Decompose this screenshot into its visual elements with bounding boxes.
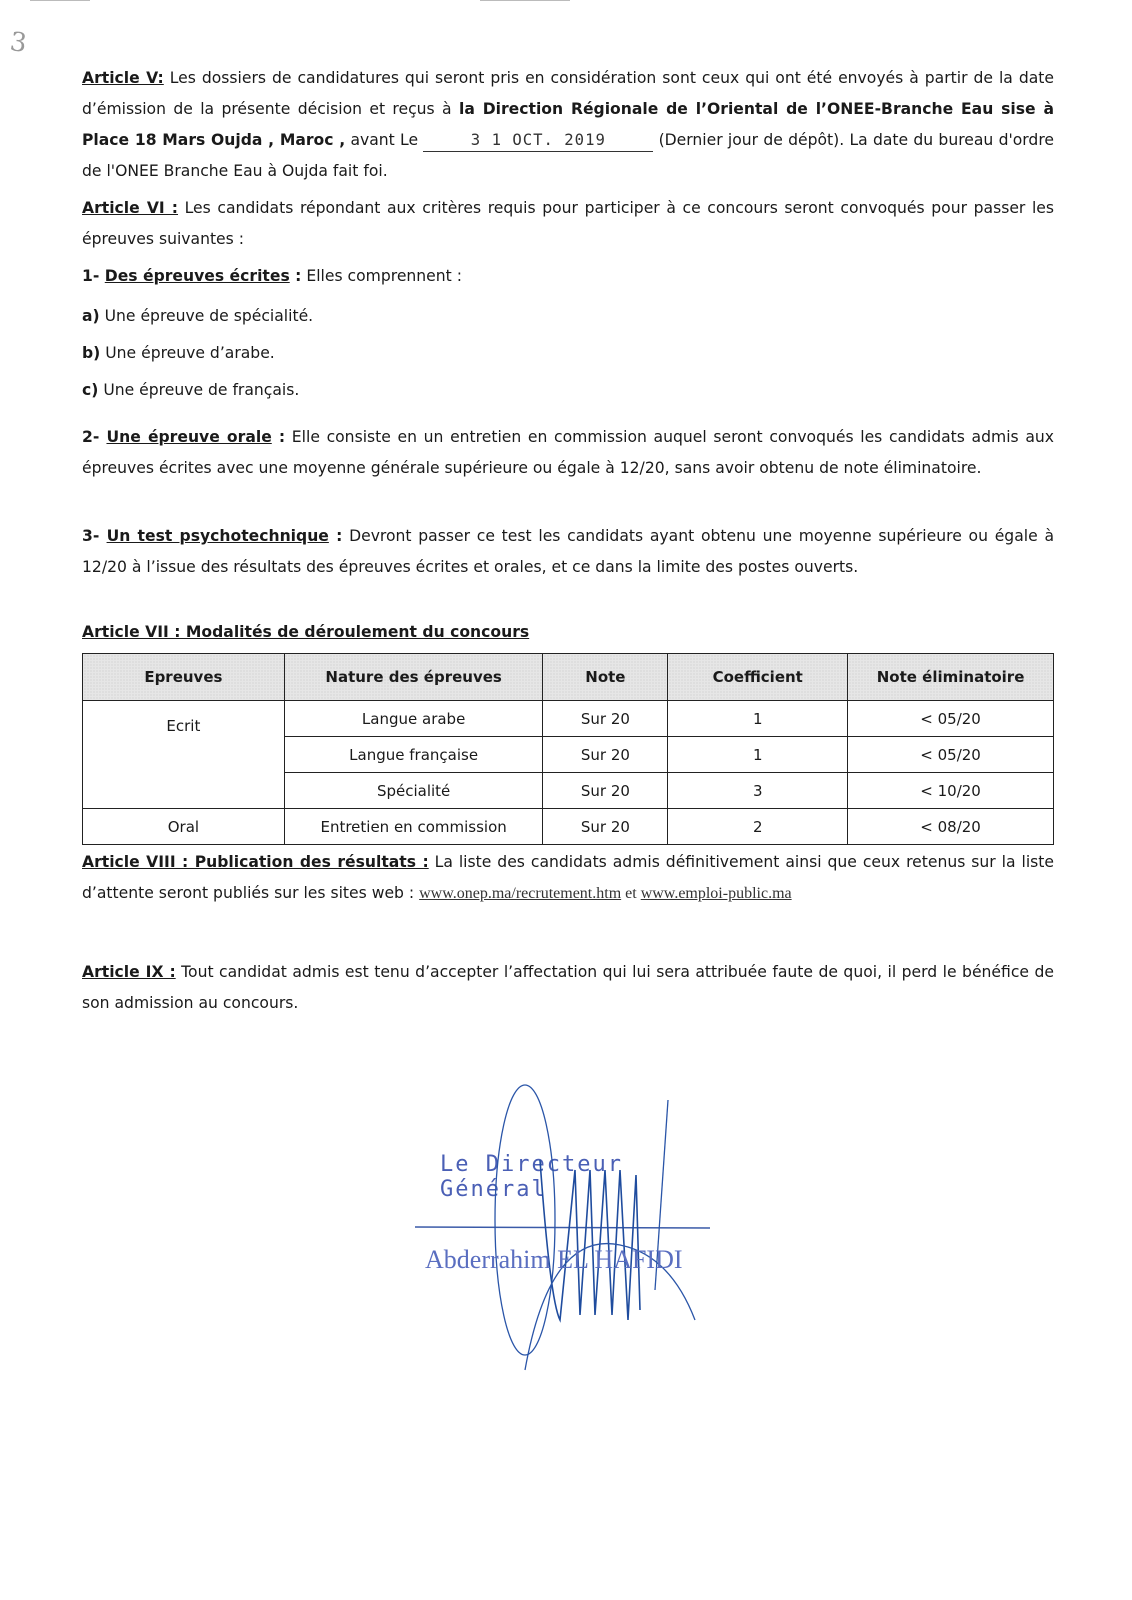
table-row (83, 809, 1054, 845)
item-1: 1- Des épreuves écrites : Elles comprennent : (82, 267, 462, 285)
table-header-row (83, 654, 1054, 701)
coef-cell: 3 (668, 773, 848, 809)
note-cell: Sur 20 (543, 737, 668, 773)
signature-icon (400, 1060, 740, 1380)
coef-cell: 2 (668, 809, 848, 845)
scan-edge (30, 0, 90, 1)
page-number-handwritten: 3 (7, 26, 29, 60)
header-note: Note (543, 654, 668, 701)
scan-edge (480, 0, 570, 1)
note-cell: Sur 20 (543, 701, 668, 737)
nature-cell: Entretien en commission (284, 809, 543, 845)
sub-item-c: c) Une épreuve de français. (82, 381, 300, 399)
article-5-label: Article V: (82, 69, 164, 87)
date-stamp: 3 1 OCT. 2019 (423, 129, 653, 152)
header-epreuves: Epreuves (83, 654, 285, 701)
stamp-title: Le Directeur Général (440, 1152, 623, 1202)
epreuve-cell: Oral (83, 809, 285, 845)
header-nature: Nature des épreuves (284, 654, 543, 701)
article-9-label: Article IX : (82, 963, 176, 981)
article-8-label: Article VIII : Publication des résultats : (82, 853, 429, 871)
article-8: Article VIII : Publication des résultats : La liste des candidats admis définitivement ainsi que ceux retenus sur la liste d’attente seront publiés sur les sites web : www.onep.ma/recrutement.htm et www.emploi-public.ma (82, 853, 1054, 902)
elim-cell: < 10/20 (848, 773, 1054, 809)
article-6-label: Article VI : (82, 199, 179, 217)
article-6: Article VI : Les candidats répondant aux critères requis pour participer à ce concours seront convoqués pour passer les épreuves suivantes : (82, 199, 1054, 248)
article-9: Article IX : Tout candidat admis est tenu d’accepter l’affectation qui lui sera attribuée faute de quoi, il perd le bénéfice de son admission au concours. (82, 963, 1054, 1012)
header-note-eliminatoire: Note éliminatoire (848, 654, 1054, 701)
stamp-name: Abderrahim EL HAFIDI (425, 1245, 683, 1274)
link-emploi-public[interactable]: www.emploi-public.ma (640, 885, 792, 902)
elim-cell: < 08/20 (848, 809, 1054, 845)
item-3: 3- Un test psychotechnique : Devront passer ce test les candidats ayant obtenu une moyenne supérieure ou égale à 12/20 à l’issue des résultats des épreuves écrites et orales, et ce dans la limite des postes ouverts. (82, 527, 1054, 576)
note-cell: Sur 20 (543, 809, 668, 845)
note-cell: Sur 20 (543, 773, 668, 809)
nature-cell: Langue française (284, 737, 543, 773)
article-5: Article V: Les dossiers de candidatures qui seront pris en considération sont ceux qui ont été envoyés à partir de la date d’émission de la présente décision et reçus à la Direction Régionale de l’Oriental de l’ONEE-Branche Eau sise à Place 18 Mars Oujda , Maroc , avant Le 3 1 OCT. 2019 (Dernier jour de dépôt). La date du bureau d'ordre de l'ONEE Branche Eau à Oujda fait foi. (82, 69, 1054, 180)
elim-cell: < 05/20 (848, 701, 1054, 737)
signature-stamp (400, 1060, 740, 1380)
article-7-title: Article VII : Modalités de déroulement du concours (82, 623, 530, 641)
sub-item-b: b) Une épreuve d’arabe. (82, 344, 275, 362)
exam-table (82, 653, 1054, 845)
nature-cell: Spécialité (284, 773, 543, 809)
coef-cell: 1 (668, 737, 848, 773)
coef-cell: 1 (668, 701, 848, 737)
item-2: 2- Une épreuve orale : Elle consiste en un entretien en commission auquel seront convoqués les candidats admis aux épreuves écrites avec une moyenne générale supérieure ou égale à 12/20, sans avoir obtenu de note éliminatoire. (82, 428, 1054, 477)
epreuve-cell: Ecrit (83, 701, 285, 809)
sub-item-a: a) Une épreuve de spécialité. (82, 307, 314, 325)
header-coefficient: Coefficient (668, 654, 848, 701)
nature-cell: Langue arabe (284, 701, 543, 737)
link-onep[interactable]: www.onep.ma/recrutement.htm (419, 885, 622, 902)
table-row (83, 701, 1054, 737)
elim-cell: < 05/20 (848, 737, 1054, 773)
